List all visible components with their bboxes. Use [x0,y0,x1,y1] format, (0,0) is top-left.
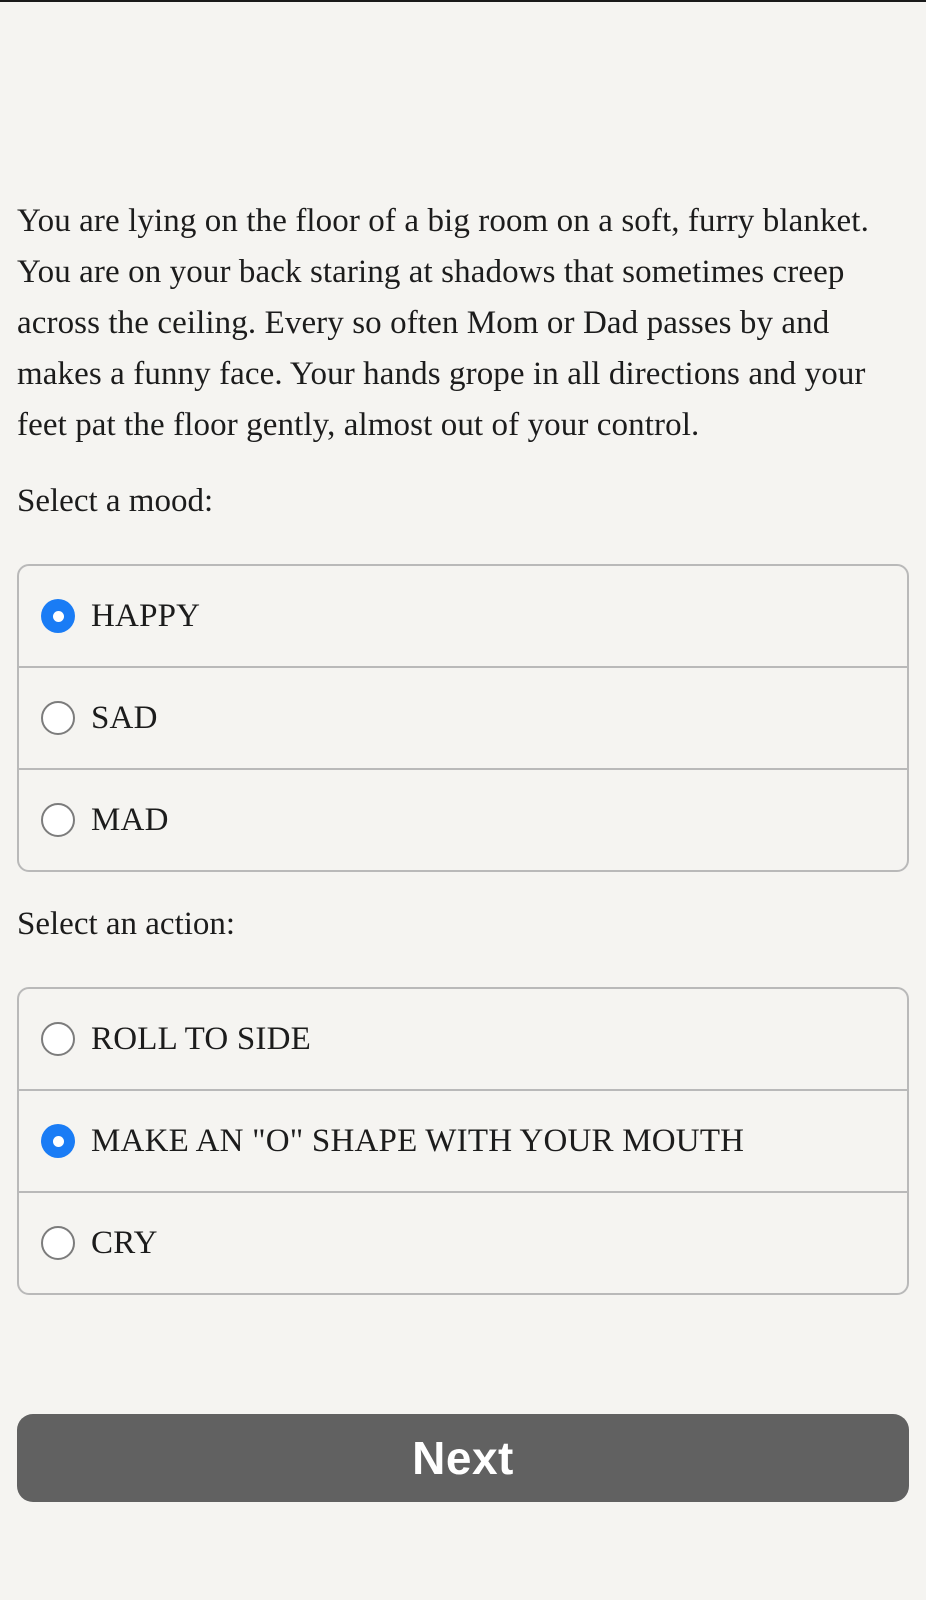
mood-options [17,564,909,872]
mood-option-sad[interactable] [19,666,907,768]
radio-icon[interactable] [41,1226,75,1260]
action-option-roll-to-side[interactable] [19,989,907,1089]
action-option-o-shape-mouth[interactable] [19,1089,907,1191]
radio-icon[interactable] [41,599,75,633]
option-label: MAKE AN "O" SHAPE WITH YOUR MOUTH [91,1123,745,1159]
mood-prompt: Select a mood: [17,483,214,519]
story-text: You are lying on the floor of a big room on a soft, furry blanket. You are on your back staring at shadows that sometimes creep across the ceiling. Every so often Mom or Dad passes by and makes a funny face. Your hands grope in all directions and your feet pat the floor gently, almost out of your control. [17,203,869,443]
action-prompt: Select an action: [17,906,236,942]
top-divider [0,0,926,2]
option-label: HAPPY [91,598,201,634]
radio-icon[interactable] [41,803,75,837]
option-label: SAD [91,700,158,736]
option-label: MAD [91,802,169,838]
scene-content [17,196,909,1295]
mood-option-mad[interactable] [19,768,907,870]
mood-option-happy[interactable] [19,566,907,666]
next-button[interactable]: Next [17,1414,909,1502]
option-label: ROLL TO SIDE [91,1021,311,1057]
action-options [17,987,909,1295]
radio-icon[interactable] [41,1124,75,1158]
radio-icon[interactable] [41,1022,75,1056]
action-option-cry[interactable] [19,1191,907,1293]
option-label: CRY [91,1225,158,1261]
radio-icon[interactable] [41,701,75,735]
